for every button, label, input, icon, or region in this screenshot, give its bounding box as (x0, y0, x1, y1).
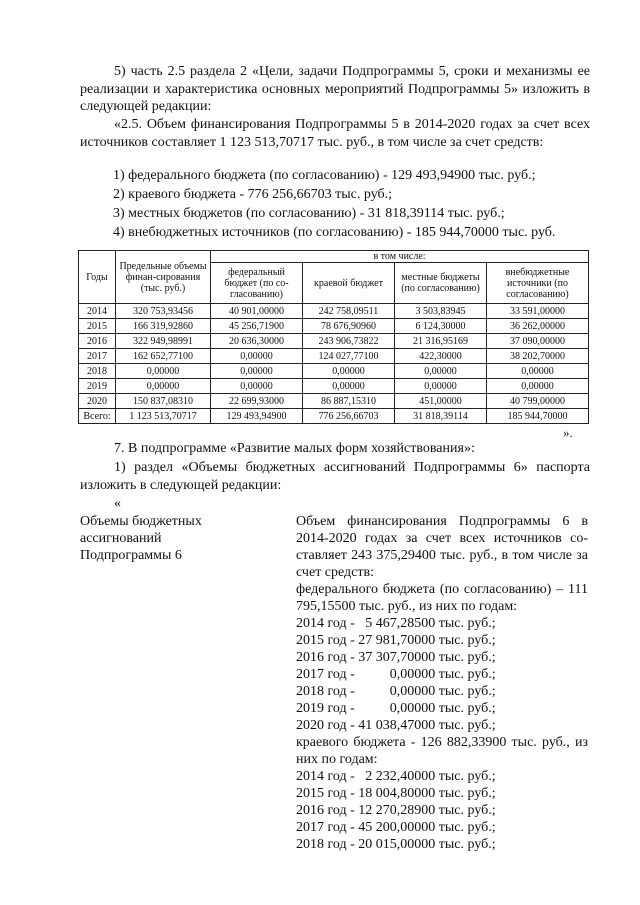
amount-cell: 129 493,94900 (211, 409, 303, 424)
amount-cell: 162 652,77100 (116, 349, 211, 364)
budget-label-line: ассигнований (80, 531, 162, 546)
year-amount-line: 2015 год - 18 004,80000 тыс. руб.; (296, 786, 496, 801)
amount-cell: 322 949,98991 (116, 334, 211, 349)
amount-cell: 40 901,00000 (211, 304, 303, 319)
amount-cell: 243 906,73822 (303, 334, 395, 349)
funding-list-item: 4) внебюджетных источников (по согласованию) - 185 944,70000 тыс. руб. (113, 225, 556, 240)
regional-budget-header: краевого бюджета - 126 882,33900 тыс. руб., из них по годам: (296, 735, 588, 767)
amount-cell: 320 753,93456 (116, 304, 211, 319)
budget-label (80, 513, 202, 564)
amount-cell: 150 837,08310 (116, 394, 211, 409)
year-cell: 2018 (79, 364, 116, 379)
amount-cell: 451,00000 (395, 394, 487, 409)
amount-cell: 40 799,00000 (487, 394, 589, 409)
funding-list-item: 3) местных бюджетов (по согласованию) - 31 818,39114 тыс. руб.; (113, 206, 505, 221)
amount-cell: 0,00000 (116, 379, 211, 394)
budget-label-line: Объемы бюджетных (80, 514, 202, 529)
year-cell: Всего: (79, 409, 116, 424)
amount-cell: 422,30000 (395, 349, 487, 364)
amount-cell: 38 202,70000 (487, 349, 589, 364)
paragraph-item-5: 5) часть 2.5 раздела 2 «Цели, задачи Подпрограммы 5, сроки и механизмы ее реализации и характеристика основных мероприятий Подпрограммы 5» изложить в следующей редакции: (80, 64, 590, 114)
table-row (79, 364, 589, 379)
paragraph-7: 7. В подпрограмме «Развитие малых форм хозяйствования»: (114, 441, 475, 456)
year-amount-line: 2015 год - 27 981,70000 тыс. руб.; (296, 633, 496, 648)
header-local: местные бюджеты (по согласованию) (395, 263, 487, 304)
year-amount-line: 2020 год - 41 038,47000 тыс. руб.; (296, 718, 496, 733)
budget-label-line: Подпрограммы 6 (80, 548, 182, 563)
header-years: Годы (79, 251, 116, 304)
year-amount-line: 2014 год - 5 467,28500 тыс. руб.; (296, 616, 496, 631)
amount-cell: 3 503,83945 (395, 304, 487, 319)
amount-cell: 1 123 513,70717 (116, 409, 211, 424)
funding-list-item: 2) краевого бюджета - 776 256,66703 тыс. руб.; (113, 187, 393, 202)
amount-cell: 0,00000 (395, 364, 487, 379)
header-external: внебюджетные источники (по согласованию) (487, 263, 589, 304)
header-federal: федеральный бюджет (по со-гласованию) (211, 263, 303, 304)
table-row (79, 319, 589, 334)
table-row (79, 334, 589, 349)
amount-cell: 185 944,70000 (487, 409, 589, 424)
year-cell: 2016 (79, 334, 116, 349)
amount-cell: 0,00000 (487, 364, 589, 379)
year-amount-line: 2019 год - 0,00000 тыс. руб.; (296, 701, 496, 716)
funding-list-item: 1) федерального бюджета (по согласованию) - 129 493,94900 тыс. руб.; (113, 168, 536, 183)
year-amount-line: 2017 год - 0,00000 тыс. руб.; (296, 667, 496, 682)
amount-cell: 0,00000 (303, 379, 395, 394)
amount-cell: 33 591,00000 (487, 304, 589, 319)
year-cell: 2015 (79, 319, 116, 334)
financing-table (78, 250, 589, 424)
year-amount-line: 2017 год - 45 200,00000 тыс. руб.; (296, 820, 496, 835)
year-cell: 2020 (79, 394, 116, 409)
table-row (79, 394, 589, 409)
amount-cell: 0,00000 (487, 379, 589, 394)
table-row (79, 409, 589, 424)
paragraph-7-1: 1) раздел «Объемы бюджетных ассигнований Подпрограммы 6» паспорта изложить в следующей редакции: (80, 460, 590, 493)
closing-quote: ». (563, 425, 573, 440)
year-cell: 2014 (79, 304, 116, 319)
amount-cell: 166 319,92860 (116, 319, 211, 334)
amount-cell: 31 818,39114 (395, 409, 487, 424)
header-regional: краевой бюджет (303, 263, 395, 304)
year-amount-line: 2016 год - 12 270,28900 тыс. руб.; (296, 803, 496, 818)
amount-cell: 242 758,09511 (303, 304, 395, 319)
amount-cell: 6 124,30000 (395, 319, 487, 334)
paragraph-2-5: «2.5. Объем финансирования Подпрограммы 5 в 2014-2020 годах за счет всех источников составляет 1 123 513,70717 тыс. руб., в том числе за счет средств: (80, 117, 590, 150)
amount-cell: 124 027,77100 (303, 349, 395, 364)
amount-cell: 86 887,15310 (303, 394, 395, 409)
opening-quote: « (114, 496, 121, 511)
amount-cell: 78 676,90960 (303, 319, 395, 334)
year-amount-line: 2018 год - 0,00000 тыс. руб.; (296, 684, 496, 699)
amount-cell: 0,00000 (116, 364, 211, 379)
amount-cell: 37 090,00000 (487, 334, 589, 349)
budget-intro: Объем финансирования Подпрограммы 6 в 2014-2020 годах за счет всех источников со-ставляет 243 375,29400 тыс. руб., в том числе за счет средств: (296, 514, 588, 580)
amount-cell: 0,00000 (303, 364, 395, 379)
year-amount-line: 2016 год - 37 307,70000 тыс. руб.; (296, 650, 496, 665)
amount-cell: 20 636,30000 (211, 334, 303, 349)
year-amount-line: 2014 год - 2 232,40000 тыс. руб.; (296, 769, 496, 784)
amount-cell: 22 699,93000 (211, 394, 303, 409)
amount-cell: 36 262,00000 (487, 319, 589, 334)
amount-cell: 21 316,95169 (395, 334, 487, 349)
budget-description (296, 513, 588, 853)
amount-cell: 776 256,66703 (303, 409, 395, 424)
table-row (79, 349, 589, 364)
year-cell: 2017 (79, 349, 116, 364)
table-row (79, 379, 589, 394)
amount-cell: 0,00000 (395, 379, 487, 394)
year-amount-line: 2018 год - 20 015,00000 тыс. руб.; (296, 837, 496, 852)
header-including: в том числе: (211, 251, 589, 263)
amount-cell: 0,00000 (211, 364, 303, 379)
amount-cell: 0,00000 (211, 349, 303, 364)
amount-cell: 0,00000 (211, 379, 303, 394)
year-cell: 2019 (79, 379, 116, 394)
table-row (79, 304, 589, 319)
header-total: Предельные объемы финан-сирования (тыс. руб.) (116, 251, 211, 304)
federal-budget-header: федерального бюджета (по согласованию) – 111 795,15500 тыс. руб., из них по годам: (296, 582, 588, 614)
amount-cell: 45 256,71900 (211, 319, 303, 334)
